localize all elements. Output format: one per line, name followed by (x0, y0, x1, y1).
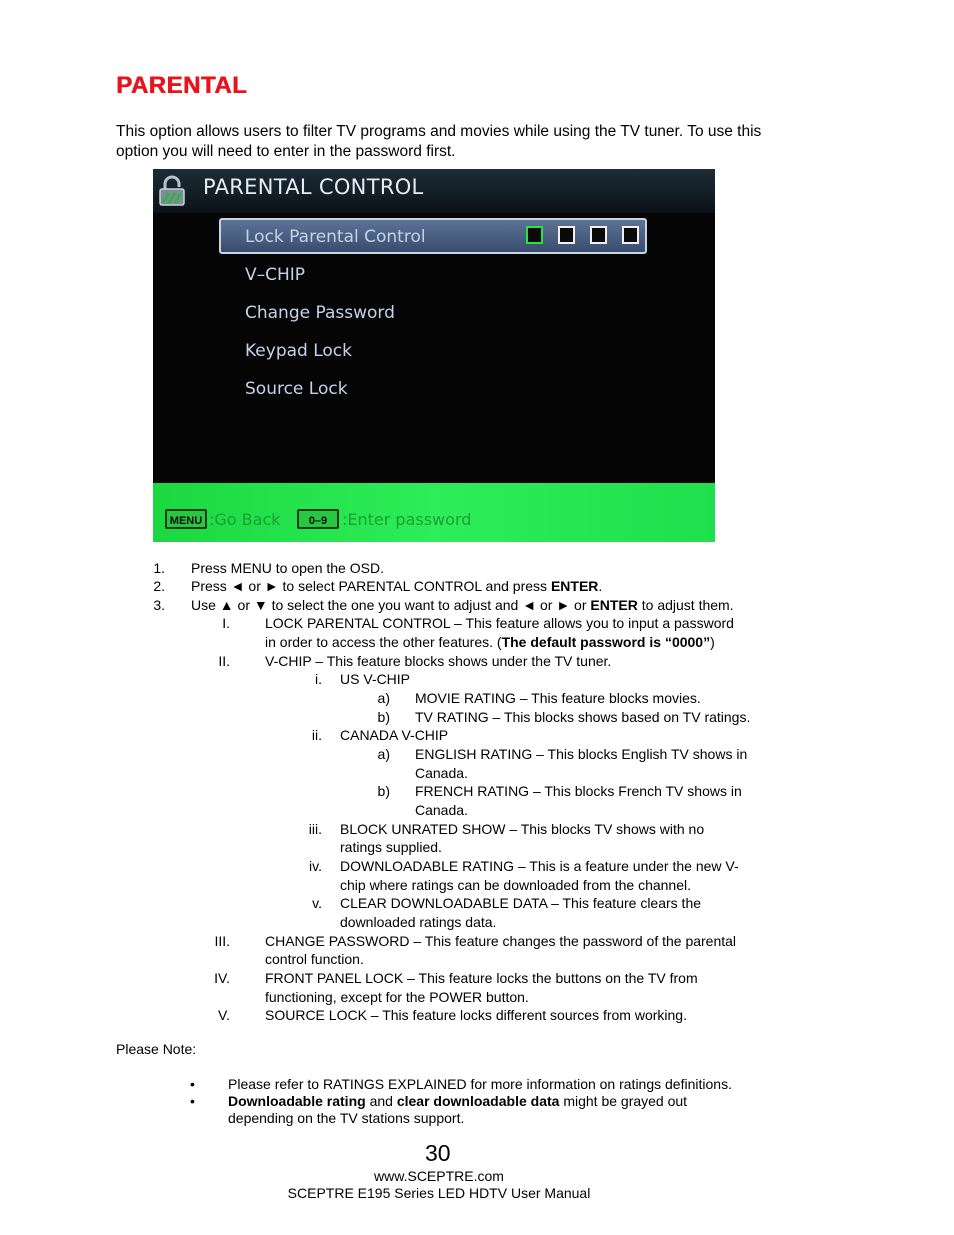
footer-manual-title: SCEPTRE E195 Series LED HDTV User Manual (287, 1185, 591, 1201)
sub-text: TV RATING – This blocks shows based on TV ratings. (415, 709, 751, 725)
sub-text: LOCK PARENTAL CONTROL – This feature allows you to input a password (265, 615, 734, 631)
password-digit-3[interactable] (590, 226, 607, 244)
step-number: 1. (153, 560, 165, 576)
page-number: 30 (425, 1140, 451, 1166)
sub-number: iv. (309, 858, 322, 874)
password-digit-2[interactable] (558, 226, 575, 244)
password-digit-1[interactable] (526, 226, 543, 244)
osd-header (153, 169, 715, 213)
sub-text: US V-CHIP (340, 671, 411, 687)
intro-paragraph: This option allows users to filter TV programs and movies while using the TV tuner. To use this option you will need to enter in the password first. (116, 123, 762, 160)
sub-text: DOWNLOADABLE RATING – This is a feature under the new V- (340, 858, 739, 874)
sub-number: I. (222, 615, 230, 631)
step-number: 2. (153, 578, 165, 594)
note-bullet-text: Please refer to RATINGS EXPLAINED for more information on ratings definitions. (228, 1076, 732, 1092)
sub-text: chip where ratings can be downloaded from the channel. (340, 877, 691, 893)
sub-number: a) (377, 746, 390, 762)
footer-website: www.SCEPTRE.com (374, 1168, 504, 1184)
step-number: 3. (153, 597, 165, 613)
sub-text: CANADA V-CHIP (340, 727, 449, 743)
parental-control-screenshot (153, 169, 715, 542)
sub-text: Canada. (415, 765, 468, 781)
step-text: Press ◄ or ► to select PARENTAL CONTROL and press ENTER. (191, 578, 603, 594)
sub-text: functioning, except for the POWER button. (265, 989, 529, 1005)
sub-text: FRONT PANEL LOCK – This feature locks the buttons on the TV from (265, 970, 698, 986)
note-bullet-text: Downloadable rating and clear downloadable data might be grayed out (228, 1093, 688, 1109)
sub-number: II. (218, 653, 230, 669)
sub-text: SOURCE LOCK – This feature locks different sources from working. (265, 1007, 687, 1023)
sub-number: ii. (311, 727, 322, 743)
sub-text: FRENCH RATING – This blocks French TV shows in (415, 783, 742, 799)
sub-text: MOVIE RATING – This feature blocks movies. (415, 690, 701, 706)
go-back-label: :Go Back (209, 510, 281, 529)
menu-item-keypad-lock[interactable]: Keypad Lock (245, 341, 352, 361)
sub-text: V-CHIP – This feature blocks shows under the TV tuner. (265, 653, 612, 669)
sub-number: III. (214, 933, 230, 949)
step-text: Use ▲ or ▼ to select the one you want to adjust and ◄ or ► or ENTER to adjust them. (191, 597, 734, 613)
sub-text: Canada. (415, 802, 468, 818)
sub-number: i. (315, 671, 322, 687)
osd-title: PARENTAL CONTROL (203, 175, 424, 199)
sub-text: CHANGE PASSWORD – This feature changes the password of the parental (265, 933, 737, 949)
menu-item-v-chip[interactable]: V–CHIP (245, 265, 306, 285)
sub-number: IV. (214, 970, 230, 986)
bullet-icon: • (190, 1076, 195, 1092)
sub-text: in order to access the other features. (The default password is “0000”) (265, 634, 715, 650)
page-title: PARENTAL (116, 72, 248, 99)
menu-item-change-password[interactable]: Change Password (245, 303, 395, 323)
sub-number: a) (377, 690, 390, 706)
sub-text: control function. (265, 951, 364, 967)
sub-text: CLEAR DOWNLOADABLE DATA – This feature clears the (340, 895, 702, 911)
menu-item-source-lock[interactable]: Source Lock (245, 379, 348, 399)
note-bullet-text: depending on the TV stations support. (228, 1110, 465, 1126)
bullet-icon: • (190, 1093, 195, 1109)
sub-number: b) (377, 709, 390, 725)
sub-text: BLOCK UNRATED SHOW – This blocks TV shows with no (340, 821, 705, 837)
sub-number: v. (312, 895, 322, 911)
sub-text: downloaded ratings data. (340, 914, 497, 930)
padlock-icon (157, 175, 187, 207)
menu-key-icon: MENU (165, 509, 207, 529)
menu-item-lock-parental-control[interactable]: Lock Parental Control (245, 227, 426, 247)
password-digit-4[interactable] (622, 226, 639, 244)
sub-text: ratings supplied. (340, 839, 442, 855)
sub-number: V. (218, 1007, 230, 1023)
sub-number: iii. (308, 821, 322, 837)
digits-key-icon: 0–9 (297, 509, 339, 529)
sub-text: ENGLISH RATING – This blocks English TV shows in (415, 746, 748, 762)
step-text: Press MENU to open the OSD. (191, 560, 384, 576)
enter-password-label: :Enter password (342, 510, 472, 529)
note-label: Please Note: (116, 1041, 197, 1057)
sub-number: b) (377, 783, 390, 799)
